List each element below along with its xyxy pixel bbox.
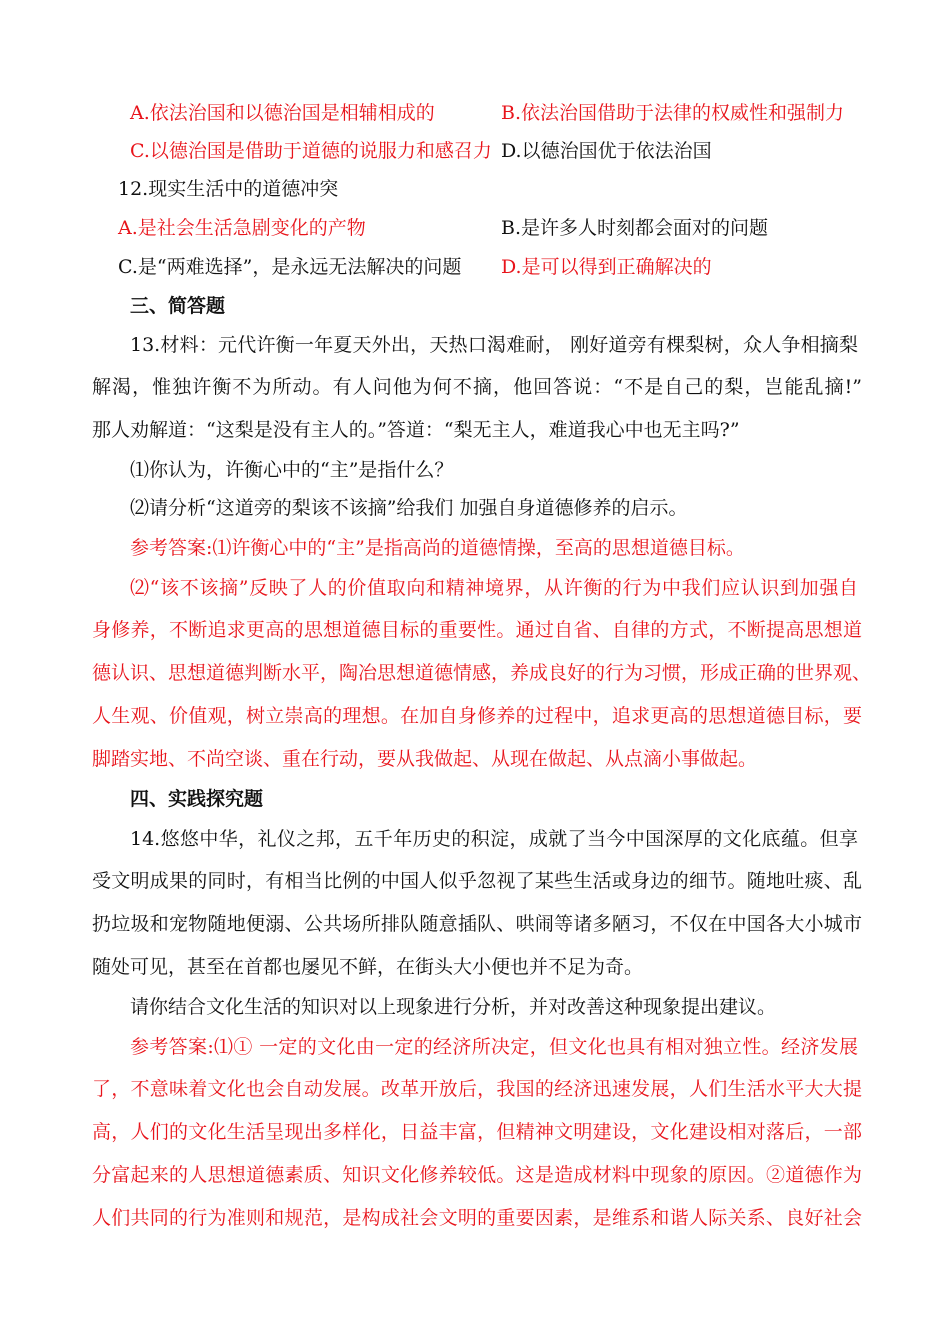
q13-answer-line: 脚踏实地、不尚空谈、重在行动，要从我做起、从现在做起、从点滴小事做起。 bbox=[92, 748, 758, 770]
q14-answer-line: 分富起来的人思想道德素质、知识文化修养较低。这是造成材料中现象的原因。②道德作为 bbox=[92, 1164, 862, 1186]
q14-answer-line: 高，人们的文化生活呈现出多样化，日益丰富，但精神文明建设，文化建设相对落后，一部 bbox=[92, 1121, 862, 1143]
q13-answer-1: 参考答案:⑴许衡心中的“主”是指高尚的道德情操，至高的思想道德目标。 bbox=[130, 537, 745, 559]
q12-option-a: A.是社会生活急剧变化的产物 bbox=[118, 217, 366, 239]
q13-material-line: 那人劝解道：“这梨是没有主人的。”答道：“梨无主人，难道我心中也无主吗?” bbox=[92, 419, 740, 441]
q12-option-d: D.是可以得到正确解决的 bbox=[501, 256, 712, 278]
section3-heading: 三、简答题 bbox=[130, 295, 226, 317]
q13-answer-line: 身修养，不断追求更高的思想道德目标的重要性。通过自省、自律的方式，不断提高思想道 bbox=[92, 619, 862, 641]
q14-answer-line: 人们共同的行为准则和规范，是构成社会文明的重要因素，是维系和谐人际关系、良好社会 bbox=[92, 1207, 862, 1229]
q13-answer-line: 人生观、价值观，树立崇高的理想。在加自身修养的过程中，追求更高的思想道德目标，要 bbox=[92, 705, 862, 727]
q11-option-b: B.依法治国借助于法律的权威性和强制力 bbox=[501, 102, 845, 124]
q11-option-c: C.以德治国是借助于道德的说服力和感召力 bbox=[130, 140, 492, 162]
q11-option-d: D.以德治国优于依法治国 bbox=[501, 140, 712, 162]
q12-stem: 12.现实生活中的道德冲突 bbox=[118, 178, 339, 200]
q14-question: 请你结合文化生活的知识对以上现象进行分析，并对改善这种现象提出建议。 bbox=[130, 996, 777, 1018]
section4-heading: 四、实践探究题 bbox=[130, 788, 264, 810]
q14-material-line: 随处可见，甚至在首都也屡见不鲜，在街头大小便也并不足为奇。 bbox=[92, 956, 644, 978]
q13-answer-line: ⑵“该不该摘”反映了人的价值取向和精神境界，从许衡的行为中我们应认识到加强自 bbox=[130, 577, 858, 599]
q13-material-line: 解渴，惟独许衡不为所动。有人问他为何不摘，他回答说：“不是自己的梨，岂能乱摘!” bbox=[92, 376, 862, 398]
q13-answer-line: 德认识、思想道德判断水平，陶冶思想道德情感，养成良好的行为习惯，形成正确的世界观、 bbox=[92, 662, 872, 684]
q14-material-line: 扔垃圾和宠物随地便溺、公共场所排队随意插队、哄闹等诸多陋习，不仅在中国各大小城市 bbox=[92, 913, 862, 935]
q11-option-a: A.依法治国和以德治国是相辅相成的 bbox=[130, 102, 435, 124]
q13-sub-question-1: ⑴你认为，许衡心中的“主”是指什么？ bbox=[130, 459, 454, 481]
q14-answer-line: 参考答案:⑴① 一定的文化由一定的经济所决定，但文化也具有相对独立性。经济发展 bbox=[130, 1036, 858, 1058]
q14-material-line: 受文明成果的同时，有相当比例的中国人似乎忽视了某些生活或身边的细节。随地吐痰、乱 bbox=[92, 870, 862, 892]
q13-material-line: 13.材料：元代许衡一年夏天外出，天热口渴难耐， 刚好道旁有棵梨树，众人争相摘梨 bbox=[130, 334, 858, 356]
q12-option-b: B.是许多人时刻都会面对的问题 bbox=[501, 217, 769, 239]
q14-answer-line: 了，不意味着文化也会自动发展。改革开放后，我国的经济迅速发展，人们生活水平大大提 bbox=[92, 1078, 862, 1100]
q12-option-c: C.是“两难选择”，是永远无法解决的问题 bbox=[118, 256, 462, 278]
q14-material-line: 14.悠悠中华，礼仪之邦，五千年历史的积淀，成就了当今中国深厚的文化底蕴。但享 bbox=[130, 828, 858, 850]
q13-sub-question-2: ⑵请分析“这道旁的梨该不该摘”给我们 加强自身道德修养的启示。 bbox=[130, 497, 688, 519]
